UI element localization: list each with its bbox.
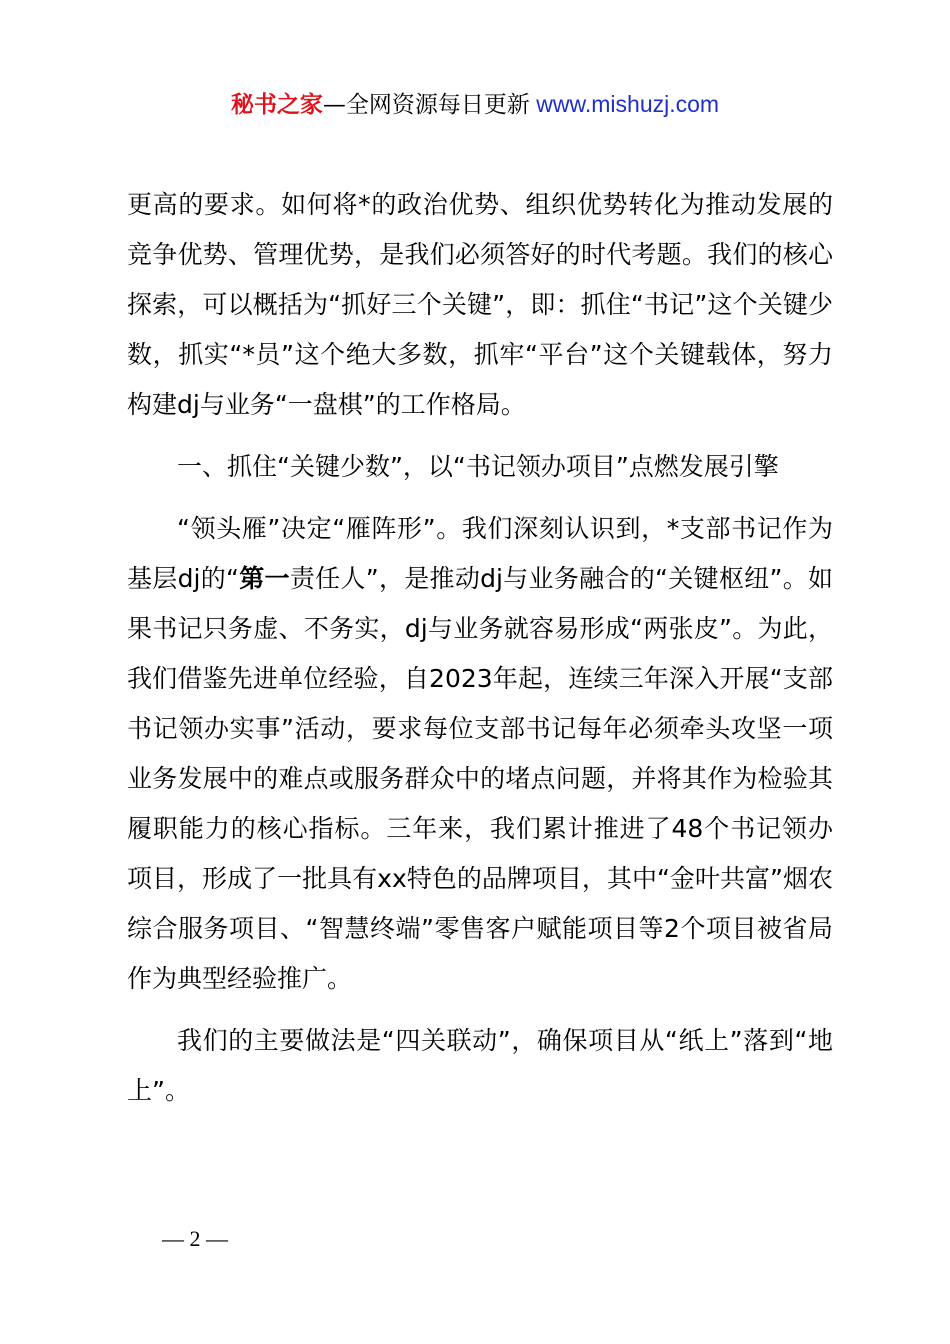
paragraph-2-bold-text: 第一 <box>238 564 290 593</box>
header-url: www.mishuzj.com <box>529 91 720 117</box>
section-heading-1: 一、抓住“关键少数”，以“书记领办项目”点燃发展引擎 <box>177 452 779 481</box>
paragraph-2-text-b: 责任人”，是推动dj与业务融合的“关键枢纽”。如果书记只务虚、不务实，dj与业务就容易形成“两张皮”。为此，我们借鉴先进单位经验，自2023年起，连续三年深入开展“支部书记领办实事”活动，要求每位支部书记每年必须牵头攻坚一项业务发展中的难点或服务群众中的堵点问题，并将其作为检验其履职能力的核心指标。三年来，我们累计推进了48个书记领办项目，形成了一批具有xx特色的品牌项目，其中“金叶共富”烟农综合服务项目、“智慧终端”零售客户赋能项目等2个项目被省局作为典型经验推广。 <box>127 564 833 993</box>
paragraph-2-text-a: “领头雁”决定“雁阵形”。我们深刻认识到，*支部书记作为基层dj的“ <box>127 514 833 593</box>
header-tagline: —全网资源每日更新 <box>322 92 530 118</box>
page-number: — 2 — <box>162 1226 228 1251</box>
body-paragraph-1: 更高的要求。如何将*的政治优势、组织优势转化为推动发展的竞争优势、管理优势，是我们必须答好的时代考题。我们的核心探索，可以概括为“抓好三个关键”，即：抓住“书记”这个关键少数，抓实“*员”这个绝大多数，抓牢“平台”这个关键载体，努力构建dj与业务“一盘棋”的工作格局。 <box>127 190 833 419</box>
body-paragraph-2 <box>127 504 833 1004</box>
page-header <box>0 86 950 123</box>
header-brand: 秘书之家 <box>230 92 323 118</box>
body-paragraph-3: 我们的主要做法是“四关联动”，确保项目从“纸上”落到“地上”。 <box>127 1026 833 1105</box>
document-body <box>127 180 833 1116</box>
